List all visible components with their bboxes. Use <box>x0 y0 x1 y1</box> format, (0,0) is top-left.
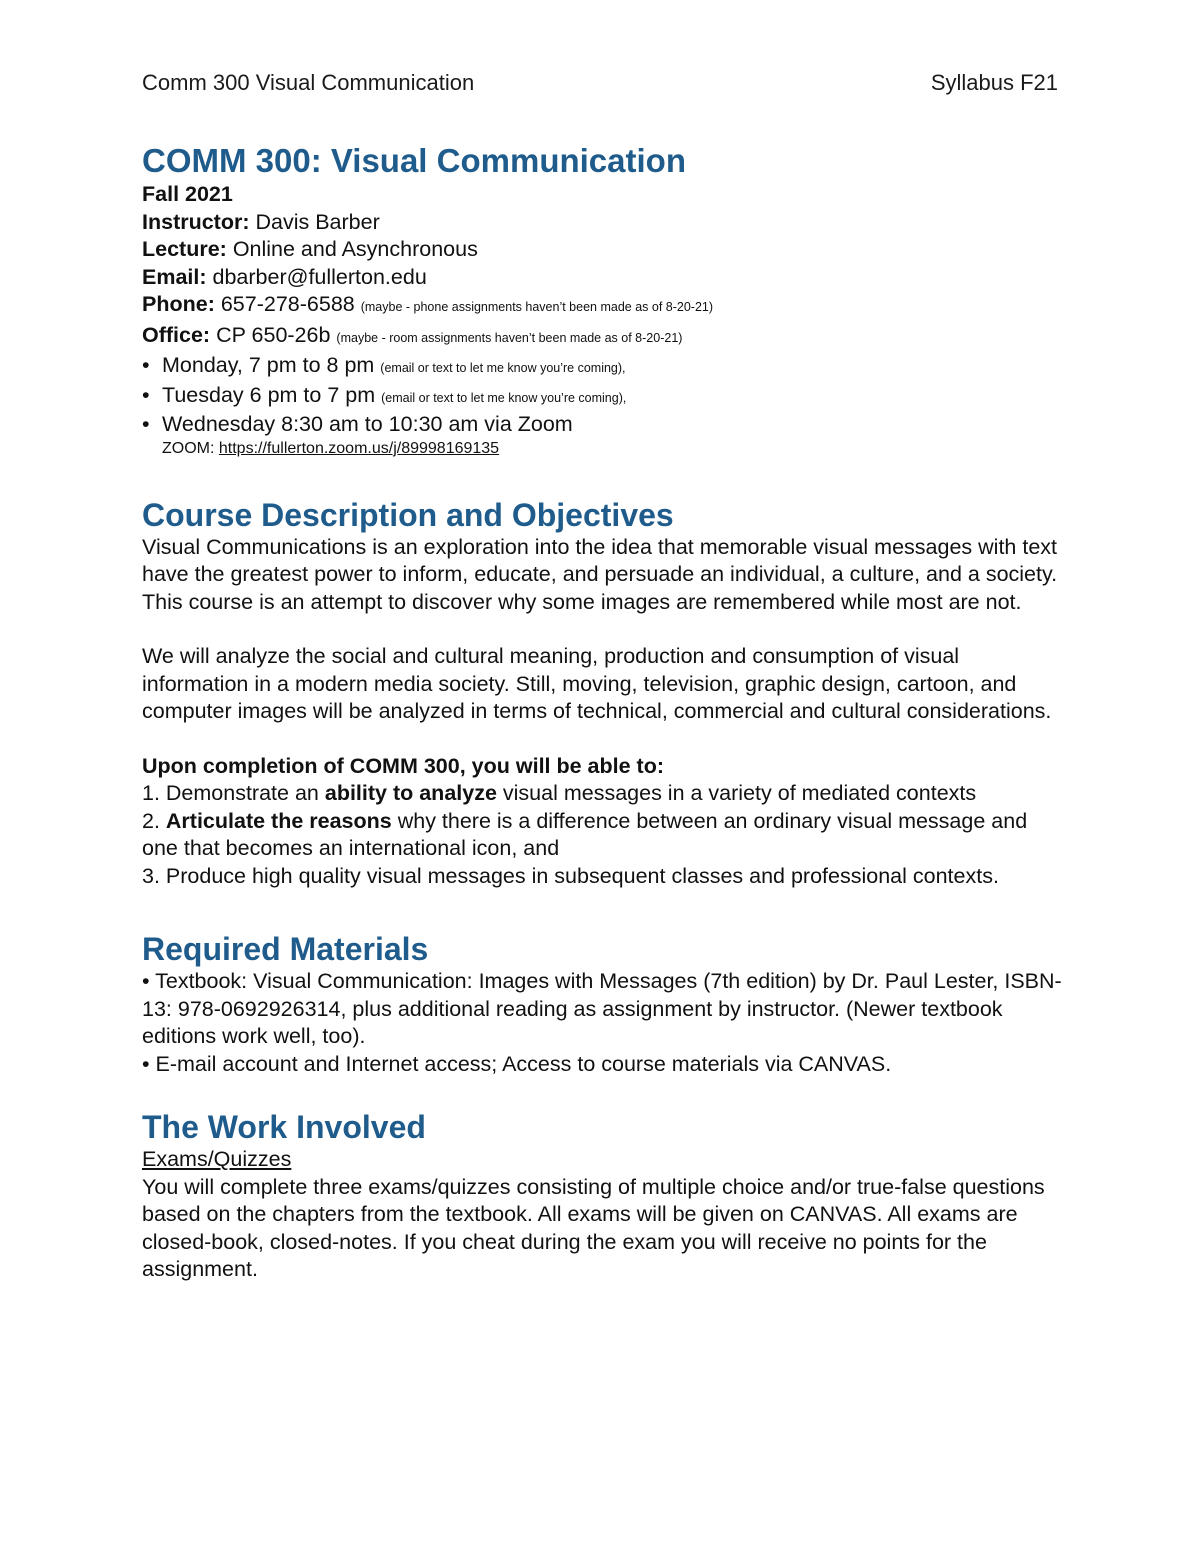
work-exams-text: You will complete three exams/quizzes consisting of multiple choice and/or true-false questions based on the chapters from the textbook. All exams will be given on CANVAS. All exams are closed-book, closed-notes. If you cheat during the exam you will receive no points for the assignment. <box>142 1174 1045 1281</box>
office-hours-time: Tuesday 6 pm to 7 pm <box>162 382 376 407</box>
outcome-2-rest: why there is a difference between an ordinary visual message and one that becomes an international icon, and <box>142 808 1028 860</box>
header-course-name: Comm 300 Visual Communication <box>142 70 475 95</box>
bullet-icon: • <box>142 353 150 377</box>
outcome-1 <box>142 780 1062 808</box>
phone-line <box>142 291 1062 322</box>
office-label: Office: <box>142 322 211 347</box>
phone-number: 657-278-6588 <box>220 292 355 316</box>
office-room: CP 650-26b <box>216 322 331 347</box>
office-line <box>142 322 1062 353</box>
email-label: Email: <box>142 264 207 289</box>
bullet-icon: • <box>142 382 150 407</box>
phone-note: (maybe - phone assignments haven’t been made as of 8-20-21) <box>360 300 714 314</box>
instructor-name: Davis Barber <box>255 209 380 234</box>
header-doc-label: Syllabus F21 <box>930 70 1058 95</box>
office-hours-list <box>142 352 1062 438</box>
office-hours-time: Monday, 7 pm to 8 pm <box>162 353 375 377</box>
running-header <box>142 70 1058 96</box>
section-heading-description: Course Description and Objectives <box>142 496 674 533</box>
office-hours-item <box>142 382 1062 412</box>
email-address: dbarber@fullerton.edu <box>212 264 427 289</box>
section-heading-materials: Required Materials <box>142 931 429 967</box>
outcome-1-lead: 1. Demonstrate an <box>142 781 325 805</box>
office-note: (maybe - room assignments haven’t been made as of 8-20-21) <box>336 330 683 345</box>
materials-item-access: • E-mail account and Internet access; Access to course materials via CANVAS. <box>142 1051 892 1076</box>
phone-label: Phone: <box>142 292 215 316</box>
outcome-2-emphasis: Articulate the reasons <box>165 808 392 833</box>
office-hours-item <box>142 352 1062 382</box>
outcomes-heading: Upon completion of COMM 300, you will be able to: <box>142 753 664 778</box>
description-paragraph-2: We will analyze the social and cultural meaning, production and consumption of visual information in a modern media society. Still, moving, television, graphic design, cartoon, and computer images will be analyzed in terms of technical, commercial and cultural considerations. <box>142 644 1052 723</box>
office-hours-time: Wednesday 8:30 am to 10:30 am via Zoom <box>162 412 573 436</box>
materials-item-textbook: • Textbook: Visual Communication: Images with Messages (7th edition) by Dr. Paul Lester, ISBN-13: 978-0692926314, plus additional reading as assignment by instructor. (Newer textbook editions work well, too). <box>142 969 1062 1048</box>
outcome-2 <box>142 808 1062 863</box>
bullet-icon: • <box>142 412 150 436</box>
course-title: COMM 300: Visual Communication <box>142 142 686 179</box>
work-subheading-exams: Exams/Quizzes <box>142 1147 292 1171</box>
office-hours-note: (email or text to let me know you’re coming), <box>380 361 626 375</box>
email-line <box>142 264 1062 292</box>
outcome-1-emphasis: ability to analyze <box>324 781 497 805</box>
zoom-line <box>142 438 1062 460</box>
zoom-label: ZOOM: <box>162 439 215 457</box>
course-term: Fall 2021 <box>142 182 233 206</box>
outcome-1-rest: visual messages in a variety of mediated contexts <box>496 781 977 805</box>
instructor-line <box>142 209 1062 237</box>
lecture-mode: Online and Asynchronous <box>232 237 478 261</box>
lecture-label: Lecture: <box>142 237 227 261</box>
office-hours-item <box>142 411 1062 438</box>
office-hours-note: (email or text to let me know you’re coming), <box>381 390 627 405</box>
lecture-line <box>142 236 1062 264</box>
zoom-link[interactable]: https://fullerton.zoom.us/j/89998169135 <box>218 439 500 457</box>
document-body <box>142 141 1062 1284</box>
outcome-2-lead: 2. <box>142 808 166 833</box>
outcome-3: 3. Produce high quality visual messages in subsequent classes and professional contexts. <box>142 863 999 888</box>
section-heading-work: The Work Involved <box>142 1109 426 1145</box>
description-paragraph-1: Visual Communications is an exploration into the idea that memorable visual messages with text have the greatest power to inform, educate, and persuade an individual, a culture, and a society. This course is an attempt to discover why some images are remembered while most are not. <box>142 534 1058 614</box>
instructor-label: Instructor: <box>142 209 250 234</box>
